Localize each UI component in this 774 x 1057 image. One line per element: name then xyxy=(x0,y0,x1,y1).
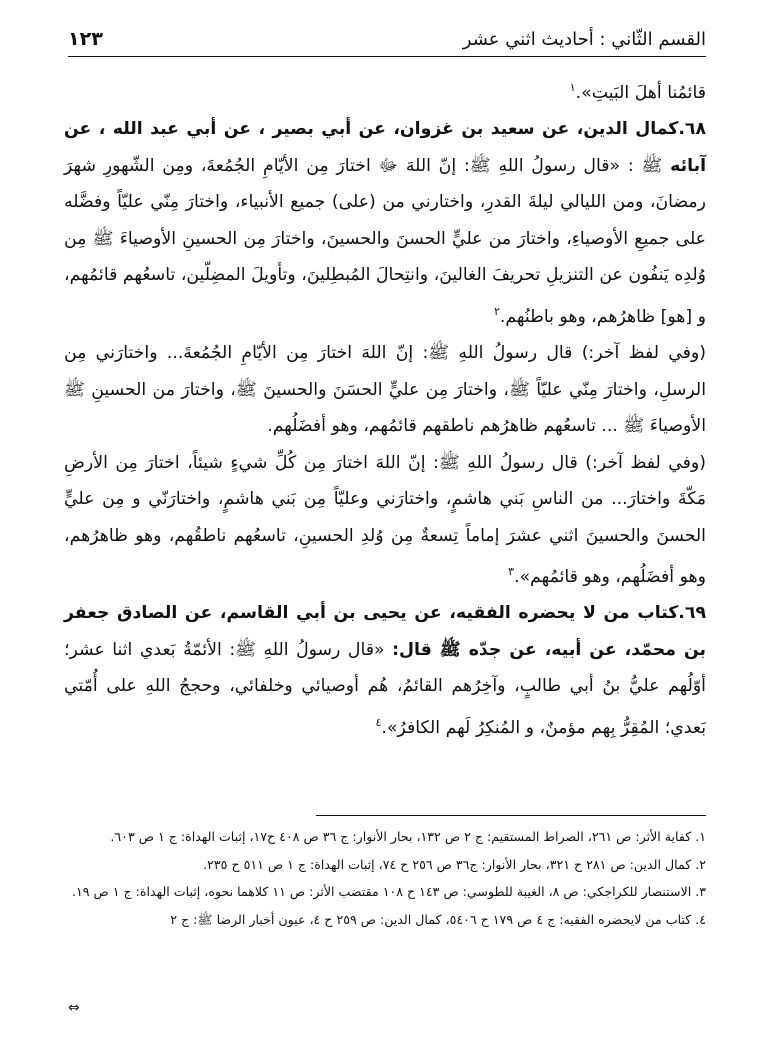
footnote-3: ٣. الاستنصار للكراجكي: ص ٨، الغيبة للطوسي: ص ١٤٣ ح ١٠٨ مقتضب الأثر: ص ١١ كلاهما نحوه، إثبات الهداة: ج ١ ص ١٩. xyxy=(72,884,706,899)
hadith-source: ٦٨.كمال الدين، عن سعيد بن غزوان، عن أبي بصير ، عن أبي عبد الله ، عن آبائه xyxy=(64,119,706,176)
paragraph-text: قائمُنا أهلَ البَيتِ». xyxy=(575,82,706,103)
variant-wording-2 xyxy=(64,445,706,596)
running-header xyxy=(68,22,706,57)
footnotes xyxy=(64,825,706,931)
hadith-text: ﷺ : «قال رسولُ اللهِ ﷺ: إنّ اللهَ ﷻ اختارَ مِن الأيّامِ الجُمُعةَ، ومِن الشّهورِ شهرَ رمضانَ، ومن الليالي ليلةَ القدرِ، واختارني من (على) جميع الأنبياء، واختارَ مِنّي عليّاً وفضَّله على جميعِ الأوصياءِ، واختارَ من عليٍّ الحسنَ والحسينَ، واختارَ مِن الحسينِ الأوصياءَ ﷺ مِن وُلدِه يَنفُون عن التنزيلِ تحريفَ الغالينَ، وانتِحالَ المُبطِلينَ، وتأويلَ المضِلّين، تاسعُهم قائمُهم، و [هو] ظاهرُهم، وهو باطنُهم. xyxy=(64,155,706,327)
paragraph-text: (وفي لفظ آخر:) قال رسولُ اللهِ ﷺ: إنّ اللهَ اختارَ مِن كُلِّ شيءٍ شيئاً، اختارَ مِن الأرضِ مَكّةَ واختارَ... من الناسِ بَني هاشمٍ، واختارَني وعليّاً مِن بَني هاشمٍ، واختارَنّي و مِن عليٍّ الحسنَ والحسينَ اثني عشرَ إماماً تِسعةٌ مِن وُلدِ الحسينِ، تاسعُهم ناطقُهم، وهو ظاهرُهم، وهو أفضَلُهم، وهو قائمُهم». xyxy=(64,452,706,587)
footnote-ref: ١ xyxy=(569,81,576,94)
footnote-2: ٢. كمال الدين: ص ٢٨١ ح ٣٢١، بحار الأنوار: ج٣٦ ص ٢٥٦ ح ٧٤، إثبات الهداة: ج ١ ص ٥١١ ح ٢٣٥. xyxy=(203,856,706,872)
page-number: ١٢٣ xyxy=(68,28,103,50)
footnote-1: ١. كفاية الأثر: ص ٢٦١، الصراط المستقيم: ج ٢ ص ١٣٢، بحار الأنوار: ج ٣٦ ص ٤٠٨ ح١٧، إثبات الهداة: ج ١ ص ٦٠٣. xyxy=(110,829,706,844)
hadith-text: «قال رسولُ اللهِ ﷺ: الأئمّةُ بَعدي اثنا عشر؛ أوّلُهم عليُّ بنُ أبي طالبٍ، وآخِرُهم القائمُ، هُم أوصيائي وخلفائي، وحججُ اللهِ على أُمّتي بَعدي؛ المُقِرُّ بِهم مؤمنٌ، و المُنكِرُ لَهم الكافرُ». xyxy=(64,639,706,738)
paragraph-continuation xyxy=(64,70,706,111)
footnote-ref: ٣ xyxy=(508,565,515,579)
section-title: القسم الثّاني : أحاديث اثني عشر xyxy=(462,28,706,50)
footnote-ref: ٤ xyxy=(375,715,382,729)
footnote-divider xyxy=(316,815,706,816)
variant-wording-1: (وفي لفظ آخر:) قال رسولُ اللهِ ﷺ: إنّ اللهَ اختارَ مِن الأيّامِ الجُمُعةَ... واختارَني مِن الرسلِ، واختارَ مِنّي عليّاً ﷺ، واختارَ مِن عليٍّ الحسَنَ والحسينَ ﷺ، واختارَ من الحسينِ ﷺ الأوصياءَ ﷺ ... تاسعُهم ظاهرُهم ناطقهم قائمُهم، وهو أفضَلُهم. xyxy=(64,343,706,437)
hadith-69 xyxy=(64,595,706,746)
hadith-68 xyxy=(64,111,706,335)
main-text xyxy=(64,70,706,746)
footnote-4: ٤. كتاب من لايحضره الفقيه: ج ٤ ص ١٧٩ ح ٥٤٠٦، كمال الدين: ص ٢٥٩ ح ٤، عيون أخبار الرضا ﷺ: ج ٢ xyxy=(170,911,706,927)
hadith-source: ٦٩.كتاب من لا يحضره الفقيه، عن يحيى بن أبي القاسم، عن الصادق جعفر بن محمّد، عن أبيه، عن جدّه ﷺ قال: xyxy=(64,603,707,660)
footnote-ref: ٢ xyxy=(493,304,500,318)
continuation-mark: ⇔ xyxy=(68,1000,80,1016)
